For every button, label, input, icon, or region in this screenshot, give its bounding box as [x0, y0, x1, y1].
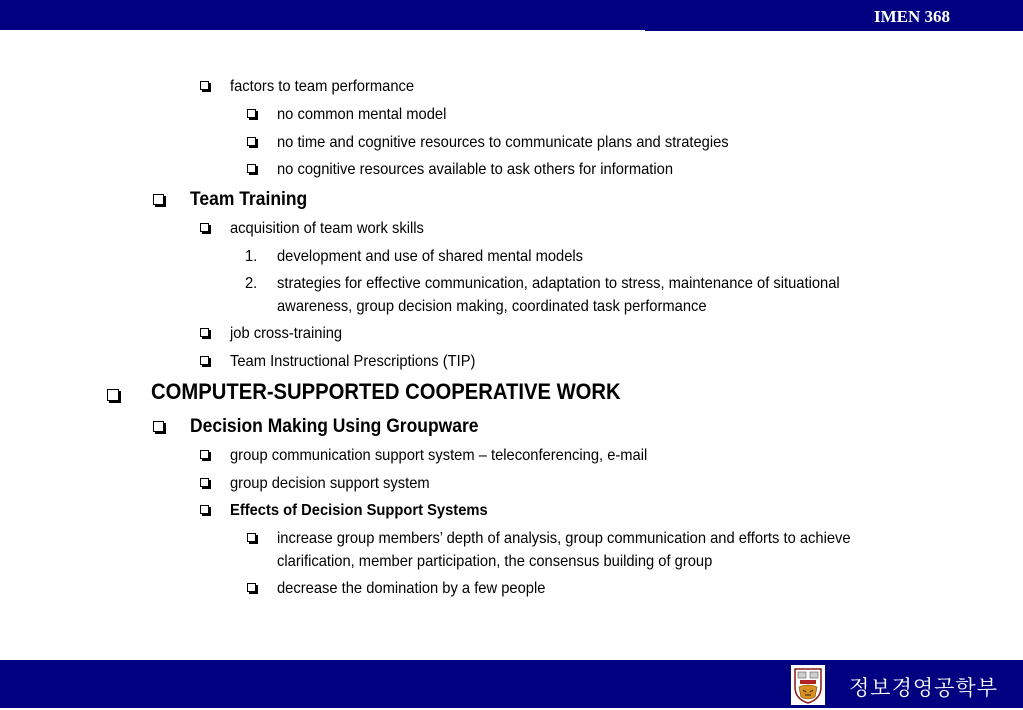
- checkbox-bullet-icon: [153, 421, 164, 432]
- checkbox-bullet-icon: [200, 450, 209, 459]
- checkbox-bullet-icon: [200, 505, 209, 514]
- checkbox-bullet-icon: [200, 356, 209, 365]
- checkbox-bullet-icon: [200, 81, 209, 90]
- course-code: IMEN 368: [873, 7, 950, 26]
- university-emblem-logo: [791, 665, 825, 705]
- checkbox-bullet-icon: [247, 109, 256, 118]
- checkbox-bullet-icon: [200, 478, 209, 487]
- checkbox-bullet-icon: [107, 389, 119, 401]
- checkbox-bullet-icon: [153, 194, 164, 205]
- emblem-icon: [791, 665, 825, 705]
- checkbox-bullet-icon: [200, 223, 209, 232]
- header-bar: [0, 0, 1023, 31]
- checkbox-bullet-icon: [247, 137, 256, 146]
- header-divider: [0, 30, 645, 31]
- department-name: 정보경영공학부: [849, 676, 999, 700]
- checkbox-bullet-icon: [247, 583, 256, 592]
- checkbox-bullet-icon: [247, 533, 256, 542]
- checkbox-bullet-icon: [200, 328, 209, 337]
- checkbox-bullet-icon: [247, 164, 256, 173]
- footer-bar: [0, 660, 1023, 708]
